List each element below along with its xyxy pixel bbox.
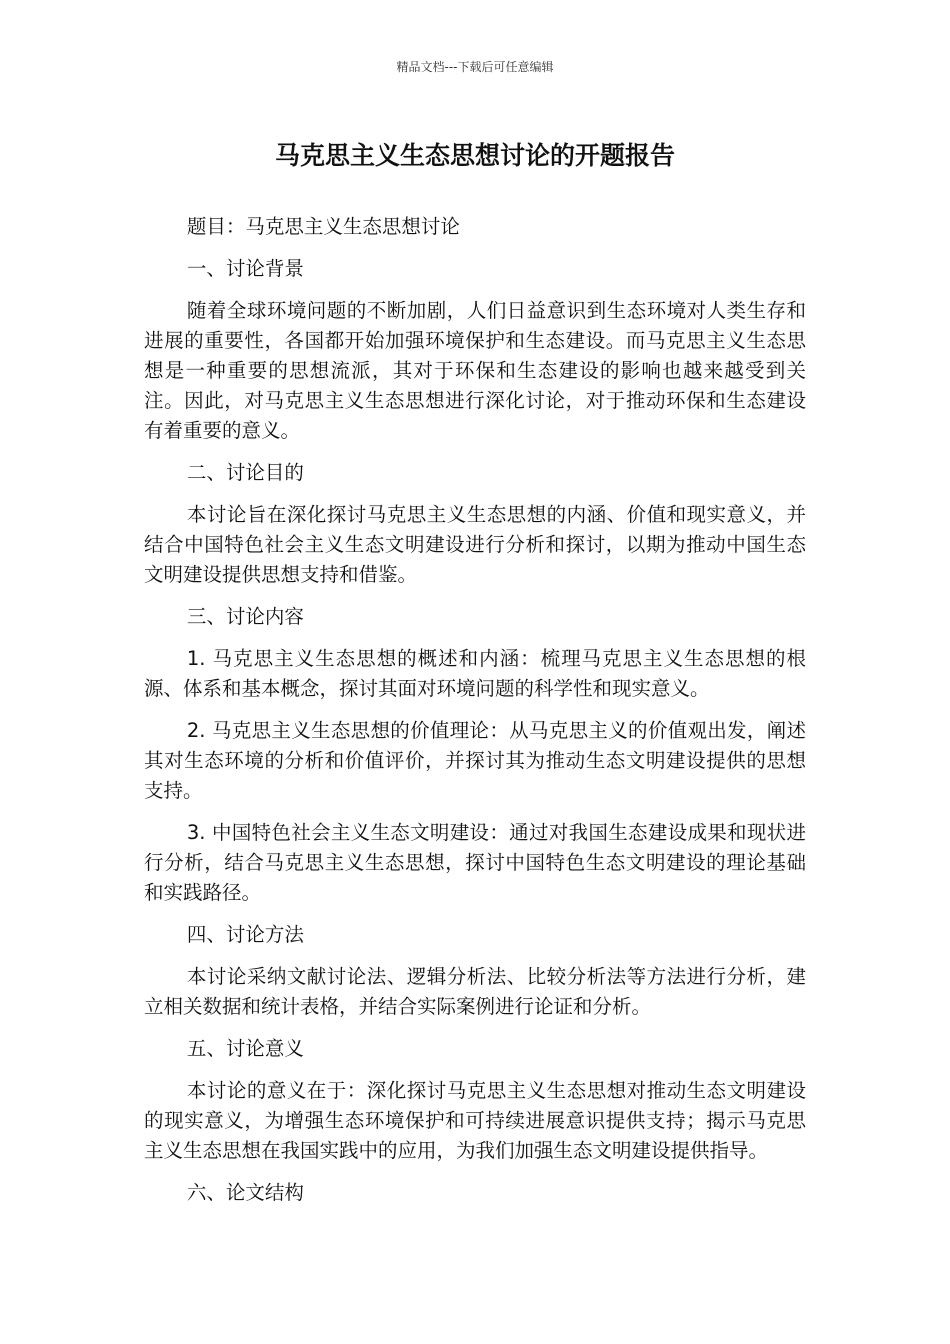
content-item-1: 1. 马克思主义生态思想的概述和内涵：梳理马克思主义生态思想的根源、体系和基本概念，探讨其面对环境问题的科学性和现实意义。 [144,647,806,700]
background-paragraph: 随着全球环境问题的不断加剧，人们日益意识到生态环境对人类生存和进展的重要性，各国都开始加强环境保护和生态建设。而马克思主义生态思想是一种重要的思想流派，其对于环保和生态建设的影响也越来越受到关注。因此，对马克思主义生态思想进行深化讨论，对于推动环保和生态建设有着重要的意义。 [144,299,806,442]
document-body [144,212,806,1220]
significance-paragraph: 本讨论的意义在于：深化探讨马克思主义生态思想对推动生态文明建设的现实意义，为增强生态环境保护和可持续进展意识提供支持；揭示马克思主义生态思想在我国实践中的应用，为我们加强生态文明建设提供指导。 [144,1079,806,1162]
section-heading-structure: 六、论文结构 [186,1181,304,1204]
content-item-2: 2. 马克思主义生态思想的价值理论：从马克思主义的价值观出发，阐述其对生态环境的分析和价值评价，并探讨其为推动生态文明建设提供的思想支持。 [144,719,806,802]
section-heading-purpose: 二、讨论目的 [186,461,304,484]
document-title: 马克思主义生态思想讨论的开题报告 [274,141,675,170]
method-paragraph: 本讨论采纳文献讨论法、逻辑分析法、比较分析法等方法进行分析，建立相关数据和统计表格，并结合实际案例进行论证和分析。 [144,965,806,1018]
section-heading-method: 四、讨论方法 [186,923,304,946]
topic-line: 题目：马克思主义生态思想讨论 [186,215,460,238]
header-note: 精品文档---下载后可任意编辑 [396,60,554,74]
section-heading-content: 三、讨论内容 [186,605,304,628]
content-item-3: 3. 中国特色社会主义生态文明建设：通过对我国生态建设成果和现状进行分析，结合马克思主义生态思想，探讨中国特色生态文明建设的理论基础和实践路径。 [144,821,806,904]
purpose-paragraph: 本讨论旨在深化探讨马克思主义生态思想的内涵、价值和现实意义，并结合中国特色社会主义生态文明建设进行分析和探讨，以期为推动中国生态文明建设提供思想支持和借鉴。 [144,503,806,586]
section-heading-significance: 五、讨论意义 [186,1037,304,1060]
section-heading-background: 一、讨论背景 [186,257,304,280]
